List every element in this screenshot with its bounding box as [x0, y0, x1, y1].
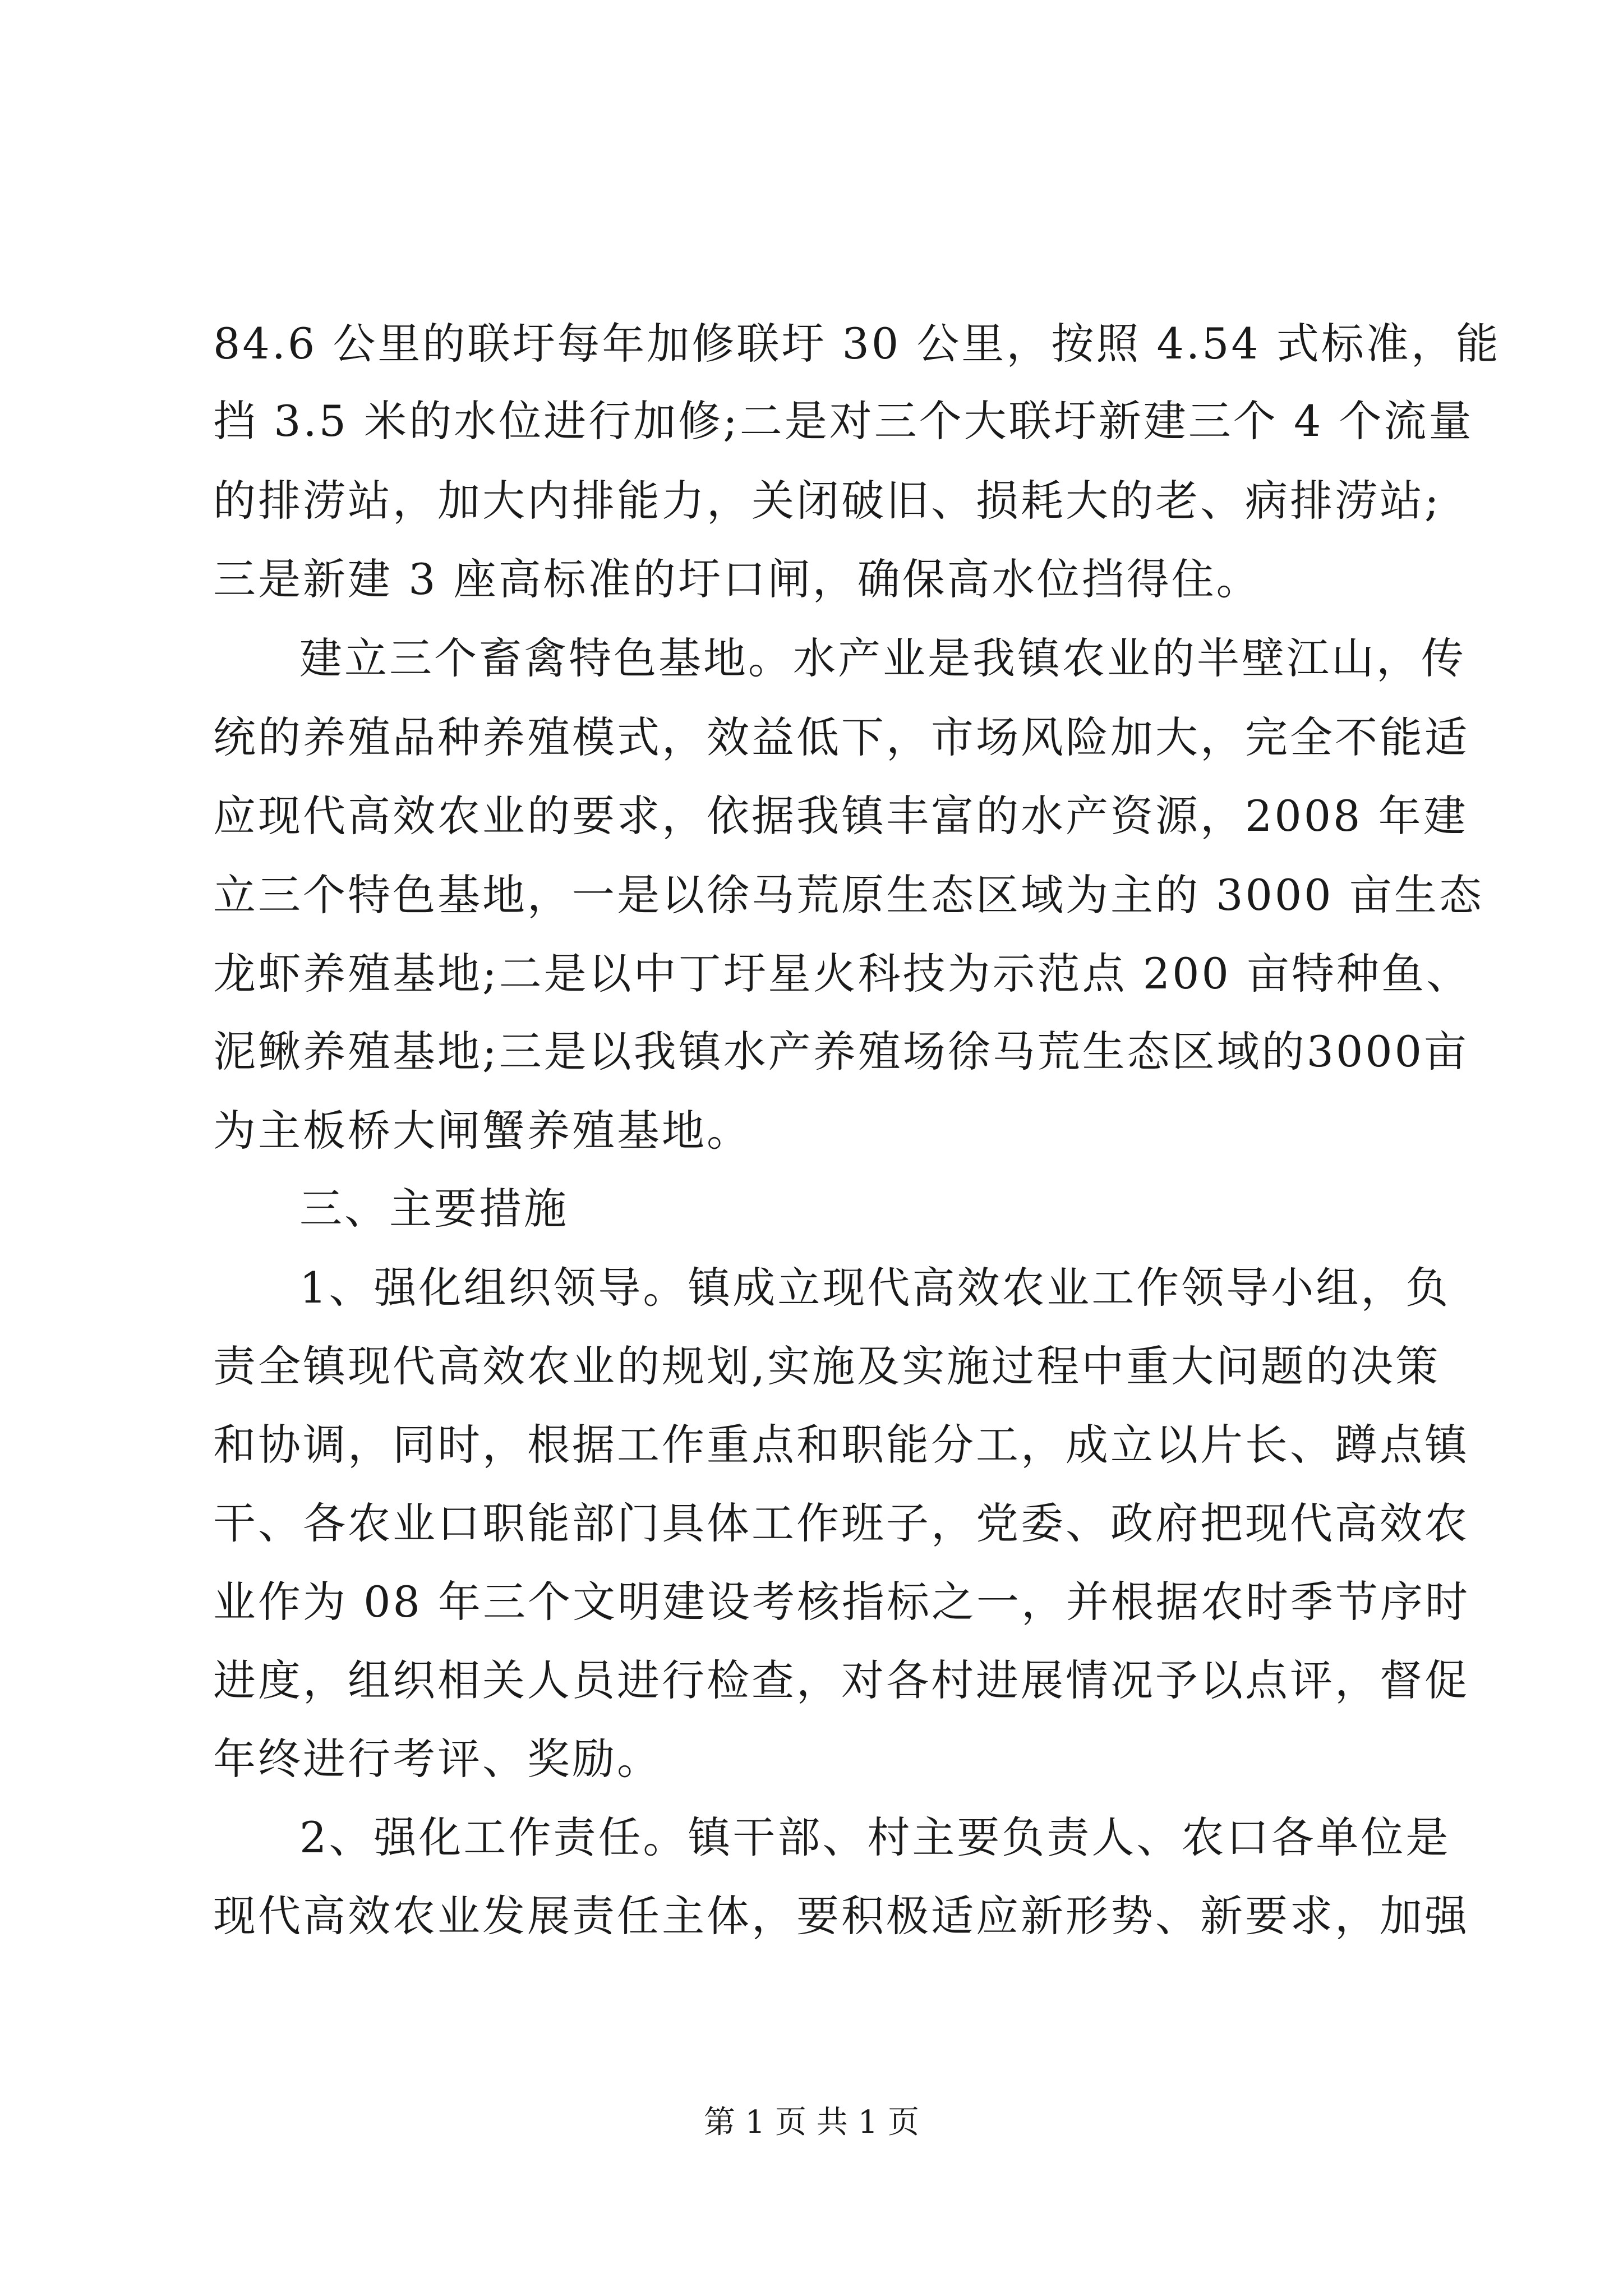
paragraph-first-line: 1、强化组织领导。镇成立现代高效农业工作领导小组，负 — [299, 1263, 1451, 1313]
text-line: 责全镇现代高效农业的规划,实施及实施过程中重大问题的决策 — [213, 1341, 1441, 1391]
text-line: 统的养殖品种养殖模式，效益低下，市场风险加大，完全不能适 — [213, 712, 1469, 762]
text-line: 龙虾养殖基地;二是以中丁圩星火科技为示范点 200 亩特种鱼、 — [213, 949, 1471, 999]
text-line: 的排涝站，加大内排能力，关闭破旧、损耗大的老、病排涝站; — [213, 476, 1441, 526]
text-line: 和协调，同时，根据工作重点和职能分工，成立以片长、蹲点镇 — [213, 1420, 1469, 1470]
page-footer: 第 1 页 共 1 页 — [703, 2104, 920, 2141]
section-heading: 三、主要措施 — [299, 1184, 569, 1234]
text-line: 泥鳅养殖基地;三是以我镇水产养殖场徐马荒生态区域的3000亩 — [213, 1027, 1469, 1076]
text-line: 三是新建 3 座高标准的圩口闸，确保高水位挡得住。 — [213, 554, 1261, 604]
text-line: 干、各农业口职能部门具体工作班子，党委、政府把现代高效农 — [213, 1498, 1469, 1548]
text-line: 84.6 公里的联圩每年加修联圩 30 公里，按照 4.54 式标准，能 — [213, 319, 1501, 369]
text-line: 业作为 08 年三个文明建设考核指标之一，并根据农时季节序时 — [213, 1577, 1470, 1627]
text-line: 现代高效农业发展责任主体，要积极适应新形势、新要求，加强 — [213, 1891, 1469, 1941]
paragraph-first-line: 建立三个畜禽特色基地。水产业是我镇农业的半壁江山，传 — [299, 633, 1466, 683]
text-line: 年终进行考评、奖励。 — [213, 1734, 662, 1784]
text-line: 挡 3.5 米的水位进行加修;二是对三个大联圩新建三个 4 个流量 — [213, 396, 1474, 446]
text-line: 应现代高效农业的要求，依据我镇丰富的水产资源，2008 年建 — [213, 791, 1468, 841]
text-line: 进度，组织相关人员进行检查，对各村进展情况予以点评，督促 — [213, 1655, 1469, 1705]
paragraph-first-line: 2、强化工作责任。镇干部、村主要负责人、农口各单位是 — [299, 1812, 1451, 1862]
text-line: 为主板桥大闸蟹养殖基地。 — [213, 1106, 751, 1156]
text-line: 立三个特色基地，一是以徐马荒原生态区域为主的 3000 亩生态 — [213, 870, 1484, 920]
